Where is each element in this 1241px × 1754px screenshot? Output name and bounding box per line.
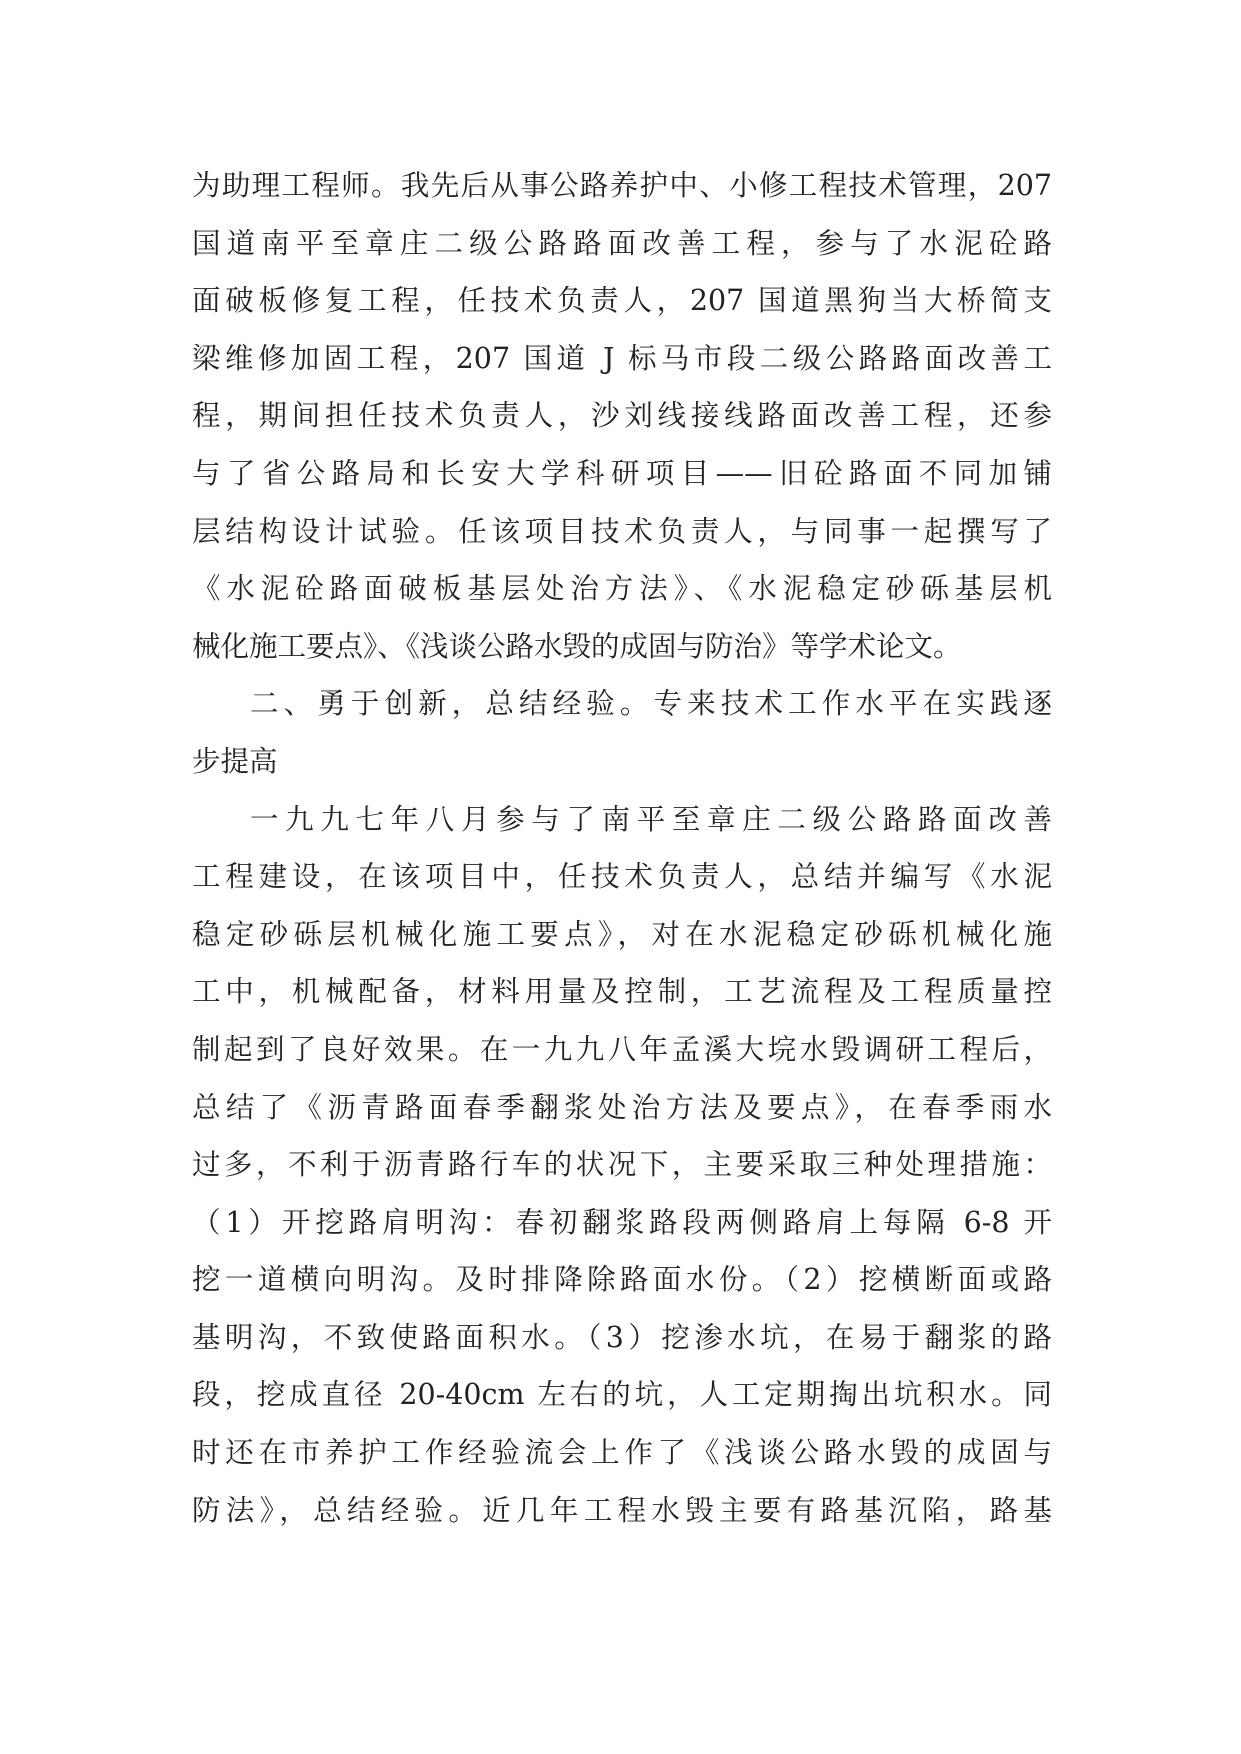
text-line: 工程建设，在该项目中，任技术负责人，总结并编写《水泥 [192,860,1052,894]
text-line: 总结了《沥青路面春季翻浆处治方法及要点》，在春季雨水 [192,1090,1052,1124]
text-line: 防法》，总结经验。近几年工程水毁主要有路基沉陷，路基 [192,1493,1052,1527]
text-line: 层结构设计试验。任该项目技术负责人，与同事一起撰写了 [192,514,1052,548]
section-heading-line: 步提高 [192,744,278,778]
text-line: 与了省公路局和长安大学科研项目——旧砼路面不同加铺 [192,456,1052,490]
text-line: 过多，不利于沥青路行车的状况下，主要采取三种处理措施： [192,1148,1052,1182]
section-heading-line: 二、勇于创新，总结经验。专来技术工作水平在实践逐 [250,687,1052,721]
text-line: 一九九七年八月参与了南平至章庄二级公路路面改善 [250,802,1052,836]
text-line: 为助理工程师。我先后从事公路养护中、小修工程技术管理，207 [192,169,1052,202]
text-line: 面破板修复工程，任技术负责人，207 国道黑狗当大桥简支 [192,284,1052,318]
text-line: 程，期间担任技术负责人，沙刘线接线路面改善工程，还参 [192,399,1052,433]
text-line: 制起到了良好效果。在一九九八年孟溪大垸水毁调研工程后， [192,1032,1052,1066]
text-line: 工中，机械配备，材料用量及控制，工艺流程及工程质量控 [192,975,1052,1009]
text-line: 挖一道横向明沟。及时排降除路面水份。（2）挖横断面或路 [192,1263,1052,1297]
text-line: 《水泥砼路面破板基层处治方法》、《水泥稳定砂砾基层机 [192,572,1052,606]
text-line: 械化施工要点》、《浅谈公路水毁的成固与防治》等学术论文。 [192,629,962,663]
text-line: 基明沟，不致使路面积水。（3）挖渗水坑，在易于翻浆的路 [192,1320,1052,1354]
text-line: 稳定砂砾层机械化施工要点》，对在水泥稳定砂砾机械化施 [192,917,1052,951]
text-line: 梁维修加固工程，207 国道 J 标马市段二级公路路面改善工 [192,341,1052,375]
text-line: （1）开挖路肩明沟：春初翻浆路段两侧路肩上每隔 6-8 开 [192,1205,1052,1239]
text-line: 段，挖成直径 20-40cm 左右的坑，人工定期掏出坑积水。同 [192,1378,1052,1412]
text-line: 国道南平至章庄二级公路路面改善工程，参与了水泥砼路 [192,226,1052,260]
text-line: 时还在市养护工作经验流会上作了《浅谈公路水毁的成固与 [192,1436,1052,1470]
body-text [192,157,1052,1539]
